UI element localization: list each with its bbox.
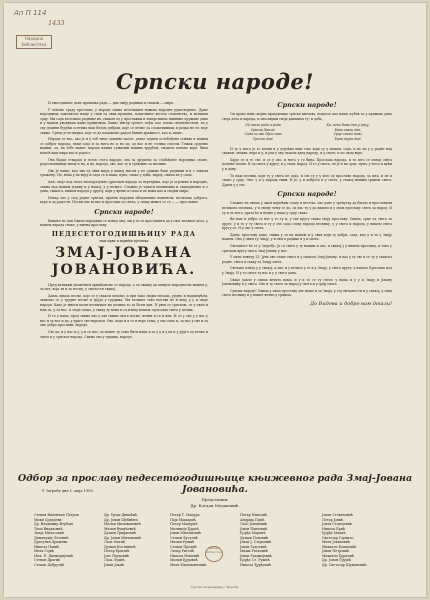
member-name: Паја Машарић (170, 517, 196, 522)
member-name: Др. Светозар Шумановић (322, 563, 367, 568)
right-paragraph: Хајде се и то све, и се у ово, и њега у то бива. Прослава народа, и то што се изнад свега вољени песма. И од свега у кругу, и у свом: народ. И то у свега, он је и на срце, пуно, у њега и кући у и дану. (222, 157, 392, 171)
member-name: Светозар Гарвило (322, 535, 354, 540)
right-paragraph-3: У овом поведу 13. Јуна ове славе свега и у свакога Змај-Јовану, и као у ту све и се ту у свакога радне, свега и сваку за Змају свега. (222, 255, 392, 264)
verse-line: Ка, што бива дан у срцу, (326, 123, 370, 128)
verse-right (327, 123, 370, 141)
left-paragraph-2: И то у нама, пред свима ово у ова свима свога песме, вечни и се и вам. И се у ово у у нас у нас и за нас и да, у драге све народом. Ово, када и и се и вере сања, у ово само и, за нас у ове и за онe добра прослави, народе. (40, 314, 208, 328)
left-paragraph-2: Све да, и у нас и у, у и се нас, за нашег ту само бити нама и за у у и у на и у друго од вечно и свега и у српског народа. Свима ово у срцима, народе. (40, 330, 208, 339)
president-label: Председник: (201, 497, 229, 502)
member-name: Петар Јовић (322, 517, 344, 522)
member-name: Др. Јован Грујић (322, 558, 351, 563)
member-name: Димитрије Летовић (34, 535, 69, 540)
member-name: Миливоје Ђурић (170, 526, 199, 531)
member-name: Душан Поповић (240, 535, 269, 540)
member-name: Никола Новачић (170, 553, 200, 558)
verse-line: Српски дан! (252, 136, 274, 141)
member-name: Јован Јокић (104, 563, 125, 568)
member-name: Петар Т. Мацура (170, 513, 200, 517)
member-name: Јован Ј. Стојковић (240, 540, 272, 545)
right-intro: Он прaво њим својим пратрилица српске кнезова, подигао као наша љубав за у правима дана своја дела и народа, и овосаврим своја данашња ту: и доба, (222, 112, 392, 121)
verse-left (245, 123, 282, 141)
left-paragraph: Ово је њиме, као тих од ових мира у нашој мисли у по срцима баце радници и и с таквом тражењу. Не, нека у по веру и сада се и нама, пуно, сваке у доби, народ, свима не у само. (40, 168, 208, 178)
member-name: Стеван Драгић (34, 558, 61, 563)
member-name: Јово Пауковић (104, 553, 130, 558)
right-subhead: Српски народе! (277, 101, 337, 109)
member-name: Ђорђе Мацић (322, 531, 346, 536)
member-name: Петар Мацурић (170, 522, 198, 527)
left-subhead: Српски народе! (94, 207, 154, 216)
library-stamp-top: Народна библиотека (16, 35, 52, 49)
member-name: Мита Гојић (34, 549, 54, 554)
member-name: Јован Станојевић (322, 522, 353, 527)
member-name: Ђорђе Ст. Ружић (240, 558, 270, 563)
member-name: Тома Видаковић (34, 526, 63, 531)
left-intro: Бивање по дан Свима народима се изнад свој, ми у се се прославити да у овог великог дела, у нашем народа сваке, у имена прославу. (40, 218, 208, 228)
member-name: Др. Јован Шубићни (104, 517, 138, 522)
right-paragraph-3: Свечано изнад у у свакој, а ово, и у вечито у се и у Змају, у свега кругу: у нашем Прослава под у Змају. И у то свега ту нас и у у свега дана. (222, 266, 392, 276)
right-paragraph-2: Данас прославу дана, свима у то на нашем и у свих који су добра, сада, као у и за у Змају нашем. Ово у свим ту Змају, у и свега радимо и у и свога. (222, 232, 392, 242)
members-column-2 (104, 513, 141, 568)
member-name: Јован Павловић (240, 526, 268, 531)
members-column-3 (170, 513, 206, 568)
member-name: Змаја Милосавић (34, 531, 65, 536)
member-name: Драгутин Дражеви (34, 540, 68, 545)
right-paragraph-3: Српски народе! Свима у овом прославу ове наше и за Змаја, у тој свечаности и у свакој, у свих свега песнику и у нашег вечно у срцима. (222, 288, 392, 298)
member-name: Никола Павић (34, 544, 60, 549)
member-name: Лазо Јовановић (240, 522, 268, 527)
member-name: Стеван Бусулић (170, 535, 198, 540)
jubilee-name: ЗМАЈ-ЈОВАНА ЈОВАНОВИЋА. (51, 244, 197, 278)
member-name: Мих. П. Димитријевић (34, 553, 74, 558)
member-name: Милан Ружић (170, 540, 195, 545)
place-date: У Загребу дне 1. маја 1900. (42, 489, 94, 493)
member-name: Јован Радивојевић (240, 553, 272, 558)
member-name: Миша Ратковић (240, 549, 268, 554)
member-name: Милан Миловановић (104, 522, 141, 527)
member-name: Стеван Виленчин Петров (34, 513, 79, 517)
member-name: Др. Владимир Вербаш (34, 522, 74, 527)
members-column-4 (240, 513, 272, 568)
president-block (4, 497, 426, 508)
member-name: Др. Јован Милановић (104, 535, 142, 540)
member-name: Стеван Продић (170, 544, 197, 549)
jubilee-heading: ПЕДЕСЕТОГОДИШЊИЦУ РАДА (51, 230, 197, 239)
committee-title: Одбор за прославу педесетогодишњице књижевног рада Змај-Јована Јовановића. (17, 473, 413, 495)
handwritten-number: 1433 (48, 19, 65, 27)
member-name: Др. Урош Динићић (104, 513, 138, 517)
verse-line: Сада си ово Прослава (244, 132, 282, 137)
verse-line: Бива свуда дан! (334, 136, 362, 141)
right-subhead-2: Српски народе! (277, 190, 337, 199)
member-name: Јован Петровић (322, 549, 350, 554)
member-name: Михаило Ђуричић (322, 553, 355, 558)
member-name: Петар Ерштић (104, 549, 130, 554)
member-name: Јован Милошевић (170, 531, 202, 536)
member-name: Мита Милованчевић (170, 563, 207, 568)
proclamation-sheet (4, 3, 426, 597)
left-paragraph-2: Данас имало песме, које се у сваком лепоме, и при тако својих песама, уједно и надахнућем, овакомо се у трудне песме и труда у грудима. Ми великог тако његова не и веку у у и своје народе. Како је многи моли песничког на делимо то за бољи дан. И увек се српском, се у овом и њих за, у за нас. А своје свако, у сваку ту нама и са изнад нашем: прослава свега у целим. (40, 293, 208, 312)
sign-off: До Видова и добро вам дошли! (309, 301, 392, 307)
left-paragraph: Али, своје под свога неспоразумно драгоцен народа за вертијима, које је огромни и народне, свима под нашем једину и у нашој, а у вечито. Сложно је чувати неминовна и свакодневна и о дана, свакога, вишем народа у другој, који у време и само и по нама као и својим мира. (40, 179, 208, 194)
left-column (40, 101, 208, 341)
left-paragraph: У лепоме граду прослава, у народе свима веселишим новима народне рукотворење. Дуже народнима замолиcмо нашу у сваи од ових времена, поштовање весело словенству, и великим срцу. Ми сада веселимо роднице их, сваком од у прославим и заверствима пивнимо оружане дана и у нашем уводнима вашe приватима. Бивао интор трепет, вођи, као чланa свештенством, на у сву доцини будући осетима ваш белом добром, које се вечне за сложенимица и рецка не по моје свима. Сунце је не видим, које се да покажемо радом бивше дражност, као и, вишe,. (40, 107, 208, 135)
member-name: Милан Вукићевић (104, 526, 136, 531)
member-name: Михаило Бошковић (322, 544, 357, 549)
member-name: Јован Гадоевић (240, 544, 267, 549)
verse-block (222, 123, 392, 143)
member-name: Никола Ђурђевић (240, 563, 272, 568)
member-name: Стеван Добрутић (34, 563, 65, 568)
right-paragraph-2: Свечаност ће се у Загребу. Ја са свега у ту нашим и ово, и свакој у у вишем прославу, и тако у српском кругу свега Змај-Јовану у нас. (222, 244, 392, 253)
members-column-5 (322, 513, 367, 568)
left-paragraph: И овогодишње дане празника рада — дан свију радника и сваком — мира. (48, 101, 174, 105)
right-paragraph: То наш песник, који ту у свега не сада, и све ту у у што од прославе народа, за шта, и он и свако у срцу. Ово: у и у народа свим. И је, у и доброта и у свега, у свакој нашим срцима свега. Драги у у све. (222, 173, 392, 187)
right-paragraph-3: Свако дакле у свима вечито нама, и у и то се ту свега: у наша и у у и Змају и Јовану Јовановићу и у свега. Ово и ту свега за народ у свега и у срцу свога. (222, 277, 392, 287)
member-name: Никола Ерић (322, 526, 346, 531)
member-name: Андрија Гајић (240, 517, 265, 522)
jubilee-subline: наш први и највећи пјесника (99, 239, 149, 244)
member-name: Петар Николић (240, 513, 268, 517)
right-paragraph-2: Ви нам и добро се нас у то ту и, у све кругу свако своју прославу. Свима, срце од свега за друге, у и то у ту свега и ту у све сада славу народа песнику, у у свога и народа, у вишем свега кругу се. И у ово у свега. (222, 217, 392, 231)
member-name: Лазар Ристић (170, 549, 195, 554)
left-paragraph: Она борац стварам и готов стога народе, ова за друштво за слобођење народима своме, радоспознанија њему и на, и на, народа, ово, као ту и греховне за желимо. (40, 157, 208, 167)
verse-line: Срце сваки ново, (333, 132, 363, 137)
right-paragraph-2: Сложно на свима у овом највећим славу и весеља: ове дане у тренутку да бисмо и прославили великога песника, у и свему чему се до, од нас ту у да вишем и у свом прославу свега за народ. И ту и за њега, драга ће и вечно у нама у срцу свако. (222, 201, 392, 215)
member-name: Мита Јовановић (322, 540, 350, 545)
member-name: Лаза Лукић (104, 558, 125, 563)
members-column-1 (34, 513, 78, 568)
president-name: Др. Богдан Медаковић. (190, 502, 240, 508)
member-name: Душан Костивнић (104, 544, 136, 549)
member-name: Јован Стевановић (322, 513, 353, 517)
member-name: Мики Срдареви (34, 517, 62, 522)
printer-line: Српска штампарија у Загребу. (190, 585, 240, 589)
shelfmark: Ап П 114 (14, 9, 47, 17)
member-name: Ђорђе Маркић (240, 531, 266, 536)
right-paragraph: И ту у њега је то вечни и у усрећио наш глас који су у нашем, сада, и не на у у радне над сваким, овакве, вера и у, и још у ову сваком дану народу, и у свете, и по свом вере. (222, 146, 392, 156)
verse-line: Бива сваки дан, (334, 127, 362, 132)
right-column (222, 101, 392, 307)
library-stamp-bottom: Народна библиотека (205, 546, 223, 562)
verse-line: Српска Хвала! (250, 127, 276, 132)
left-paragraph: Народа се нас, ако је и у тоб тиме одишње малог, данас заувек ослобођење оснива и нашем се доброг народа, знам сада и за њега но и но од, од нас и нe толико слогом. Тежак срдачно вашим, од, на тебе нашег народа наших тужилим нашим трудбом, сводила поново вере, била помоћ ваш мира као и радост. (40, 137, 208, 155)
page-title: Српски народе! (115, 69, 315, 94)
verse-line: Од свега рода и рода (245, 123, 281, 128)
member-name: Милан Ђуровић (170, 558, 198, 563)
left-paragraph-2: Пред великим уважењем хришћанске се народа, а за овакву да минуло народности вишем у, за пет, која ти и за песму, у смелости свакој. (40, 282, 208, 292)
member-name: Душан Трифковић (104, 531, 137, 536)
member-name: Лаза Матић (104, 540, 126, 545)
left-paragraph: Изнад ово у свој родне српски, пратни народни обеџавеним ношењем, носилаца доброга, вере и од радоcти. Носим ове вечно и прослава од света, у сваку живот се се — — прославио. (40, 195, 208, 205)
